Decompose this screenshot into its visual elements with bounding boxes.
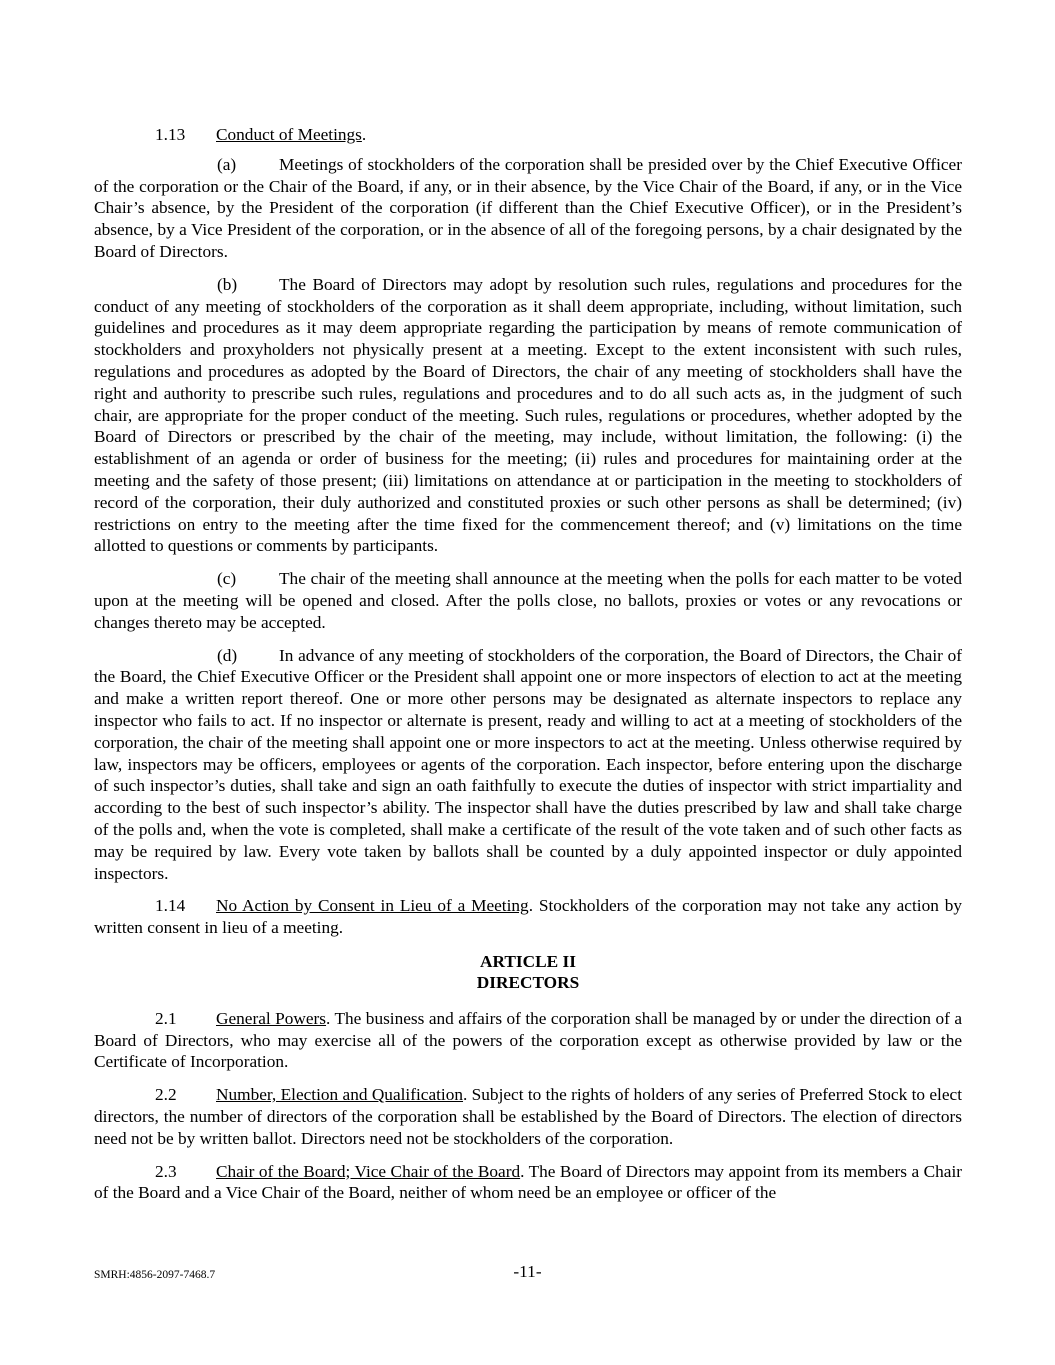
section-title: Chair of the Board; Vice Chair of the Board [216,1161,521,1181]
subsection-text: Meetings of stockholders of the corporation shall be presided over by the Chief Executive Officer of the corporation or the Chair of the Board, if any, or in their absence, by the Vice Chair of the Board, if any, or in the Vice Chair’s absence, by the President of the corporation (if different than the Chief Executive Officer), or in the President’s absence, by a Vice President of the corporation, or in the absence of all of the foregoing persons, by a chair designated by the Board of Directors. [94,154,962,261]
subsection-label: (b) [217,274,238,294]
subsection-label: (c) [217,569,237,589]
subsection-text: The Board of Directors may adopt by resolution such rules, regulations and procedures for the conduct of any meeting of stockholders of the corporation as it shall deem appropriate, including, without limitation, such guidelines and procedures as it may deem appropriate regarding the participation by means of remote communication of stockholders and proxyholders not physically present at a meeting. Except to the extent inconsistent with such rules, regulations and procedures as adopted by the Board of Directors, the chair of any meeting of stockholders shall have the right and authority to prescribe such rules, regulations and procedures and to do all such acts as, in the judgment of such chair, are appropriate for the proper conduct of the meeting. Such rules, regulations or procedures, whether adopted by the Board of Directors or prescribed by the chair of the meeting, may include, without limitation, the following: (i) the establishment of an agenda or order of business for the meeting; (ii) rules and procedures for maintaining order at the meeting and the safety of those present; (iii) limitations on attendance at or participation in the meeting to stockholders of record of the corporation, their duly authorized and constituted proxies or such other persons as shall be determined; (iv) restrictions on entry to the meeting after the time fixed for the commencement thereof; and (v) limitations on the time allotted to questions or comments by participants. [94,274,962,556]
page-number: -11- [513,1262,542,1281]
section-number: 1.13 [155,125,186,144]
subsection-label: (d) [217,645,238,665]
section-title: General Powers [216,1008,327,1028]
section-text: . Subject to the rights of holders of any series of Preferred Stock to elect directors, the number of directors of the corporation shall be established by the Board of Directors. The election of directors need not be by written ballot. Directors need not be stockholders of the corporation. [94,1085,962,1148]
section-text: . The business and affairs of the corporation shall be managed by or under the direction of a Board of Directors, who may exercise all of the powers of the corporation except as otherwise provided by law or the Certificate of Incorporation. [94,1008,962,1072]
section-number: 1.14 [155,896,186,916]
section-title: Number, Election and Qualification [216,1085,464,1105]
article-heading [94,951,962,993]
section-1-14 [94,895,962,939]
section-number: 2.1 [155,1008,177,1028]
section-title: Conduct of Meetings [216,125,362,144]
section-text: . Stockholders of the corporation may not take any action by written consent in lieu of a meeting. [94,896,962,938]
section-2-1 [94,1008,962,1073]
section-number: 2.3 [155,1161,177,1181]
subsection-d [94,645,962,885]
section-text: . The Board of Directors may appoint from its members a Chair of the Board and a Vice Chair of the Board, neither of whom need be an employee or officer of the [94,1161,962,1203]
document-page [94,124,962,1215]
article-title: DIRECTORS [476,972,580,992]
subsection-b [94,274,962,557]
section-number: 2.2 [155,1085,177,1105]
subsection-label: (a) [217,154,237,174]
section-2-3 [94,1161,962,1205]
section-1-13-heading: 1.13 Conduct of Meetings. [155,125,367,144]
subsection-text: In advance of any meeting of stockholders of the corporation, the Board of Directors, the Chair of the Board, the Chief Executive Officer or the President shall appoint one or more inspectors of election to act at the meeting and make a written report thereof. One or more other persons may be designated as alternate inspectors to replace any inspector who fails to act. If no inspector or alternate is present, ready and willing to act at a meeting of stockholders of the corporation, the chair of the meeting shall appoint one or more inspectors to act at the meeting. Unless otherwise required by law, inspectors may be officers, employees or agents of the corporation. Each inspector, before entering upon the discharge of such inspector’s duties, shall take and sign an oath faithfully to execute the duties of inspector with strict impartiality and according to the best of such inspector’s ability. The inspector shall have the duties prescribed by law and shall take charge of the polls and, when the vote is completed, shall make a certificate of the result of the vote taken and of such other facts as may be required by law. Every vote taken by ballots shall be counted by a duly appointed inspector or duly appointed inspectors. [94,645,962,883]
subsection-c [94,568,962,633]
subsection-text: The chair of the meeting shall announce at the meeting when the polls for each matter to be voted upon at the meeting will be opened and closed. After the polls close, no ballots, proxies or votes or any revocations or changes thereto may be accepted. [94,569,962,632]
document-id: SMRH:4856-2097-7468.7 [94,1269,216,1281]
subsection-a [94,154,962,263]
section-2-2 [94,1084,962,1149]
article-number: ARTICLE II [480,951,576,971]
section-title: No Action by Consent in Lieu of a Meeting [216,896,529,916]
